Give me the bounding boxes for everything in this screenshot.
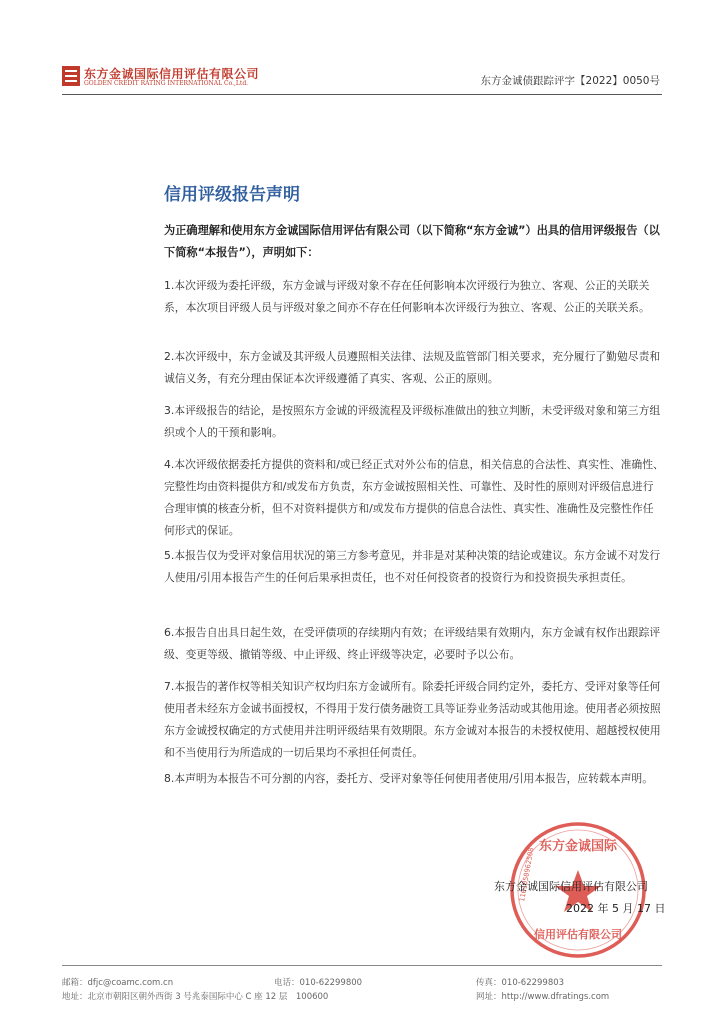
company-logo-icon [62,66,80,86]
statement-paragraph-7: 7.本报告的著作权等相关知识产权均归东方金诚所有。除委托评级合同约定外，委托方、受评对象等任何使用者未经东方金诚书面授权，不得用于发行债务融资工具等证券业务活动或其他用途。使用者必须按照东方金诚授权确定的方式使用并注明评级结果有效期限。东方金诚对本报告的未授权使用、超越授权使用和不当使用行为所造成的一切后果均不承担任何责任。 [164,680,661,759]
signature-company: 东方金诚国际信用评估有限公司 [494,880,648,893]
statement-paragraph-3: 3.本评级报告的结论，是按照东方金诚的评级流程及评级标准做出的独立判断，未受评级对象和第三方组织或个人的干预和影响。 [164,404,661,439]
footer-website: 网址：http://www.dfratings.com [476,992,610,1002]
page-title: 信用评级报告声明 [164,185,300,205]
footer-fax: 传真：010-62299803 [476,978,565,988]
intro-statement: 为正确理解和使用东方金诚国际信用评估有限公司（以下简称“东方金诚”）出具的信用评级报告（以下简称“本报告”），声明如下： [164,224,660,259]
svg-text:东方金诚国际: 东方金诚国际 [538,839,618,854]
statement-paragraph-5: 5.本报告仅为受评对象信用状况的第三方参考意见，并非是对某种决策的结论或建议。东方金诚不对发行人使用/引用本报告产生的任何后果承担责任，也不对任何投资者的投资行为和投资损失承担责任。 [164,549,661,584]
statement-paragraph-6: 6.本报告自出具日起生效，在受评债项的存续期内有效；在评级结果有效期内，东方金诚有权作出跟踪评级、变更等级、撤销等级、中止评级、终止评级等决定，必要时予以公布。 [164,626,661,661]
page-footer [62,965,662,1006]
svg-text:1101050962508: 1101050962508 [518,846,536,903]
svg-text:信用评估有限公司: 信用评估有限公司 [534,928,622,941]
document-number: 东方金诚债跟踪评字【2022】0050号 [480,75,660,87]
company-name-cn: 东方金诚国际信用评估有限公司 [84,67,260,81]
company-name-en: GOLDEN CREDIT RATING INTERNATIONAL Co.,Ltd. [84,80,249,87]
statement-paragraph-1: 1.本次评级为委托评级，东方金诚与评级对象不存在任何影响本次评级行为独立、客观、公正的关联关系，本次项目评级人员与评级对象之间亦不存在任何影响本次评级行为独立、客观、公正的关联关系。 [164,279,650,314]
statement-paragraph-4: 4.本次评级依据委托方提供的资料和/或已经正式对外公布的信息，相关信息的合法性、真实性、准确性、完整性均由资料提供方和/或发布方负责，东方金诚按照相关性、可靠性、及时性的原则对评级信息进行合理审慎的核查分析，但不对资料提供方和/或发布方提供的信息合法性、真实性、准确性及完整性作任何形式的保证。 [164,458,664,537]
statement-paragraph-2: 2.本次评级中，东方金诚及其评级人员遵照相关法律、法规及监管部门相关要求，充分履行了勤勉尽责和诚信义务，有充分理由保证本次评级遵循了真实、客观、公正的原则。 [164,350,661,385]
footer-email: 邮箱：dfjc@coamc.com.cn [62,978,174,988]
page-header [62,62,662,95]
footer-address: 地址：北京市朝阳区朝外西街 3 号兆泰国际中心 C 座 12 层 100600 [62,992,329,1002]
statement-paragraph-8: 8.本声明为本报告不可分割的内容，委托方、受评对象等任何使用者使用/引用本报告，应转载本声明。 [164,772,653,785]
signature-date: 2022 年 5 月 17 日 [566,902,666,915]
footer-phone: 电话：010-62299800 [274,978,363,988]
